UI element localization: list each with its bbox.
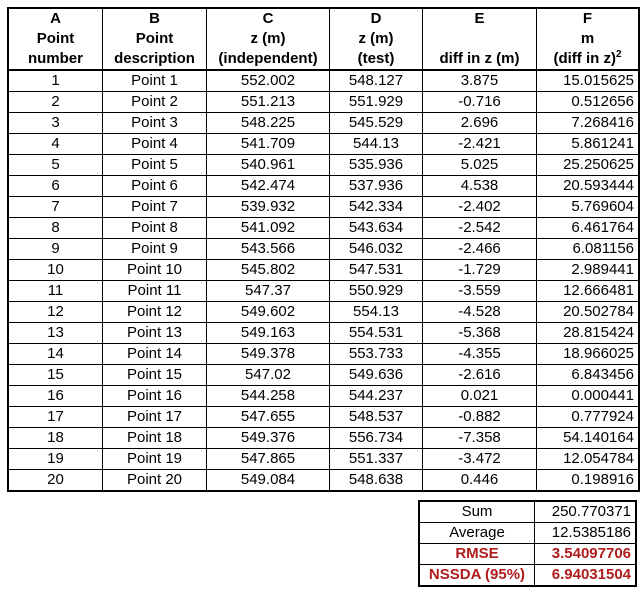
point-description-cell: Point 19 xyxy=(103,449,207,470)
summary-row xyxy=(419,501,636,523)
point-number-cell: 14 xyxy=(8,344,103,365)
column-letter: F xyxy=(582,10,593,27)
diff-squared-cell: 28.815424 xyxy=(537,323,640,344)
diff-squared-cell: 7.268416 xyxy=(537,113,640,134)
z-independent-cell: 549.084 xyxy=(207,470,330,492)
table-row xyxy=(8,302,639,323)
diff-z-cell: -5.368 xyxy=(423,323,537,344)
point-number-cell: 13 xyxy=(8,323,103,344)
diff-z-cell: 0.446 xyxy=(423,470,537,492)
z-test-cell: 556.734 xyxy=(330,428,423,449)
z-independent-cell: 539.932 xyxy=(207,197,330,218)
table-row xyxy=(8,113,639,134)
point-description-cell: Point 14 xyxy=(103,344,207,365)
point-description-cell: Point 15 xyxy=(103,365,207,386)
z-test-cell: 546.032 xyxy=(330,239,423,260)
summary-body xyxy=(419,501,636,586)
column-title-line1: Point xyxy=(36,30,75,47)
summary-value: 250.770371 xyxy=(535,501,637,523)
elevation-accuracy-table xyxy=(7,7,640,492)
diff-squared-cell: 5.861241 xyxy=(537,134,640,155)
z-independent-cell: 543.566 xyxy=(207,239,330,260)
z-independent-cell: 549.376 xyxy=(207,428,330,449)
table-row xyxy=(8,344,639,365)
point-number-cell: 19 xyxy=(8,449,103,470)
diff-z-cell: -7.358 xyxy=(423,428,537,449)
table-row xyxy=(8,323,639,344)
point-number-cell: 5 xyxy=(8,155,103,176)
point-number-cell: 11 xyxy=(8,281,103,302)
table-row xyxy=(8,470,639,492)
z-test-cell: 554.13 xyxy=(330,302,423,323)
z-independent-cell: 549.163 xyxy=(207,323,330,344)
diff-z-cell: -0.882 xyxy=(423,407,537,428)
diff-squared-cell: 54.140164 xyxy=(537,428,640,449)
z-test-cell: 542.334 xyxy=(330,197,423,218)
diff-squared-cell: 12.054784 xyxy=(537,449,640,470)
z-test-cell: 544.13 xyxy=(330,134,423,155)
column-title-line2: (independent) xyxy=(218,50,318,67)
table-row xyxy=(8,386,639,407)
point-description-cell: Point 20 xyxy=(103,470,207,492)
column-title-line2: number xyxy=(27,50,83,67)
point-number-cell: 20 xyxy=(8,470,103,492)
point-number-cell: 12 xyxy=(8,302,103,323)
point-number-cell: 16 xyxy=(8,386,103,407)
diff-squared-cell: 0.198916 xyxy=(537,470,640,492)
point-description-cell: Point 17 xyxy=(103,407,207,428)
diff-z-cell: 0.021 xyxy=(423,386,537,407)
diff-z-cell: -2.421 xyxy=(423,134,537,155)
table-row xyxy=(8,365,639,386)
superscript: 2 xyxy=(615,49,622,60)
z-test-cell: 548.638 xyxy=(330,470,423,492)
point-number-cell: 17 xyxy=(8,407,103,428)
summary-value: 3.54097706 xyxy=(535,544,637,565)
summary-label: RMSE xyxy=(419,544,535,565)
header-row xyxy=(8,8,639,70)
diff-z-cell: -3.559 xyxy=(423,281,537,302)
z-independent-cell: 548.225 xyxy=(207,113,330,134)
point-description-cell: Point 18 xyxy=(103,428,207,449)
column-header-a xyxy=(8,8,103,70)
z-test-cell: 548.537 xyxy=(330,407,423,428)
diff-z-cell: 3.875 xyxy=(423,70,537,92)
summary-row xyxy=(419,565,636,587)
point-number-cell: 1 xyxy=(8,70,103,92)
diff-squared-cell: 20.502784 xyxy=(537,302,640,323)
z-independent-cell: 544.258 xyxy=(207,386,330,407)
column-title-line1 xyxy=(423,29,536,49)
z-test-cell: 547.531 xyxy=(330,260,423,281)
point-number-cell: 9 xyxy=(8,239,103,260)
table-row xyxy=(8,70,639,92)
column-title-line1: m xyxy=(580,30,595,47)
diff-z-cell: 5.025 xyxy=(423,155,537,176)
table-row xyxy=(8,176,639,197)
point-number-cell: 3 xyxy=(8,113,103,134)
table-row xyxy=(8,92,639,113)
summary-value: 12.5385186 xyxy=(535,523,637,544)
diff-z-cell: -4.355 xyxy=(423,344,537,365)
z-independent-cell: 551.213 xyxy=(207,92,330,113)
column-header-c xyxy=(207,8,330,70)
z-test-cell: 537.936 xyxy=(330,176,423,197)
diff-squared-cell: 6.461764 xyxy=(537,218,640,239)
z-independent-cell: 552.002 xyxy=(207,70,330,92)
table-row xyxy=(8,239,639,260)
diff-squared-cell: 12.666481 xyxy=(537,281,640,302)
column-header-f xyxy=(537,8,640,70)
z-test-cell: 543.634 xyxy=(330,218,423,239)
diff-z-cell: -2.466 xyxy=(423,239,537,260)
column-letter: A xyxy=(50,10,61,27)
z-test-cell: 545.529 xyxy=(330,113,423,134)
point-description-cell: Point 8 xyxy=(103,218,207,239)
point-description-cell: Point 4 xyxy=(103,134,207,155)
z-test-cell: 550.929 xyxy=(330,281,423,302)
point-number-cell: 2 xyxy=(8,92,103,113)
z-independent-cell: 545.802 xyxy=(207,260,330,281)
diff-squared-cell: 25.250625 xyxy=(537,155,640,176)
point-description-cell: Point 9 xyxy=(103,239,207,260)
z-independent-cell: 547.655 xyxy=(207,407,330,428)
diff-z-cell: -2.542 xyxy=(423,218,537,239)
column-header-b xyxy=(103,8,207,70)
table-row xyxy=(8,281,639,302)
diff-z-cell: 2.696 xyxy=(423,113,537,134)
diff-z-cell: 4.538 xyxy=(423,176,537,197)
z-independent-cell: 549.378 xyxy=(207,344,330,365)
diff-squared-cell: 0.777924 xyxy=(537,407,640,428)
diff-squared-cell: 6.081156 xyxy=(537,239,640,260)
z-independent-cell: 541.709 xyxy=(207,134,330,155)
table-row xyxy=(8,260,639,281)
column-title-line1: z (m) xyxy=(358,30,394,47)
z-test-cell: 553.733 xyxy=(330,344,423,365)
diff-z-cell: -3.472 xyxy=(423,449,537,470)
diff-squared-cell: 2.989441 xyxy=(537,260,640,281)
point-description-cell: Point 5 xyxy=(103,155,207,176)
table-row xyxy=(8,407,639,428)
diff-squared-cell: 18.966025 xyxy=(537,344,640,365)
summary-row xyxy=(419,523,636,544)
column-title-line2: description xyxy=(114,50,195,67)
z-independent-cell: 540.961 xyxy=(207,155,330,176)
column-header-d xyxy=(330,8,423,70)
diff-z-cell: -2.616 xyxy=(423,365,537,386)
diff-z-cell: -2.402 xyxy=(423,197,537,218)
z-test-cell: 535.936 xyxy=(330,155,423,176)
z-independent-cell: 542.474 xyxy=(207,176,330,197)
z-test-cell: 549.636 xyxy=(330,365,423,386)
diff-z-cell: -0.716 xyxy=(423,92,537,113)
column-letter: E xyxy=(474,10,485,27)
table-row xyxy=(8,197,639,218)
table-row xyxy=(8,428,639,449)
diff-z-cell: -1.729 xyxy=(423,260,537,281)
summary-value: 6.94031504 xyxy=(535,565,637,587)
summary-row xyxy=(419,544,636,565)
diff-squared-cell: 0.512656 xyxy=(537,92,640,113)
point-description-cell: Point 7 xyxy=(103,197,207,218)
table-body xyxy=(8,70,639,491)
diff-squared-cell: 15.015625 xyxy=(537,70,640,92)
point-number-cell: 6 xyxy=(8,176,103,197)
column-letter: C xyxy=(262,10,274,27)
z-test-cell: 551.929 xyxy=(330,92,423,113)
z-test-cell: 548.127 xyxy=(330,70,423,92)
column-title-line1: z (m) xyxy=(250,30,286,47)
point-description-cell: Point 12 xyxy=(103,302,207,323)
point-number-cell: 15 xyxy=(8,365,103,386)
z-test-cell: 554.531 xyxy=(330,323,423,344)
z-test-cell: 551.337 xyxy=(330,449,423,470)
diff-squared-cell: 20.593444 xyxy=(537,176,640,197)
z-independent-cell: 541.092 xyxy=(207,218,330,239)
diff-squared-cell: 0.000441 xyxy=(537,386,640,407)
column-letter: D xyxy=(370,10,382,27)
diff-squared-cell: 5.769604 xyxy=(537,197,640,218)
point-description-cell: Point 16 xyxy=(103,386,207,407)
point-description-cell: Point 11 xyxy=(103,281,207,302)
table-row xyxy=(8,155,639,176)
point-description-cell: Point 10 xyxy=(103,260,207,281)
point-description-cell: Point 2 xyxy=(103,92,207,113)
point-description-cell: Point 13 xyxy=(103,323,207,344)
summary-label: NSSDA (95%) xyxy=(419,565,535,587)
point-number-cell: 18 xyxy=(8,428,103,449)
point-description-cell: Point 1 xyxy=(103,70,207,92)
summary-table xyxy=(418,500,637,587)
z-independent-cell: 547.02 xyxy=(207,365,330,386)
diff-squared-cell: 6.843456 xyxy=(537,365,640,386)
point-number-cell: 8 xyxy=(8,218,103,239)
point-description-cell: Point 6 xyxy=(103,176,207,197)
z-independent-cell: 547.37 xyxy=(207,281,330,302)
table-row xyxy=(8,449,639,470)
summary-label: Sum xyxy=(419,501,535,523)
diff-z-cell: -4.528 xyxy=(423,302,537,323)
column-title-text: (diff in z) xyxy=(553,50,616,67)
column-title-line2 xyxy=(537,49,638,69)
summary-label: Average xyxy=(419,523,535,544)
column-header-e xyxy=(423,8,537,70)
z-test-cell: 544.237 xyxy=(330,386,423,407)
point-description-cell: Point 3 xyxy=(103,113,207,134)
point-number-cell: 4 xyxy=(8,134,103,155)
point-number-cell: 10 xyxy=(8,260,103,281)
point-number-cell: 7 xyxy=(8,197,103,218)
column-letter: B xyxy=(149,10,160,27)
column-title-line2: diff in z (m) xyxy=(439,50,520,67)
column-title-line2: (test) xyxy=(357,50,395,67)
z-independent-cell: 547.865 xyxy=(207,449,330,470)
column-title-line1: Point xyxy=(135,30,174,47)
table-row xyxy=(8,134,639,155)
z-independent-cell: 549.602 xyxy=(207,302,330,323)
table-row xyxy=(8,218,639,239)
